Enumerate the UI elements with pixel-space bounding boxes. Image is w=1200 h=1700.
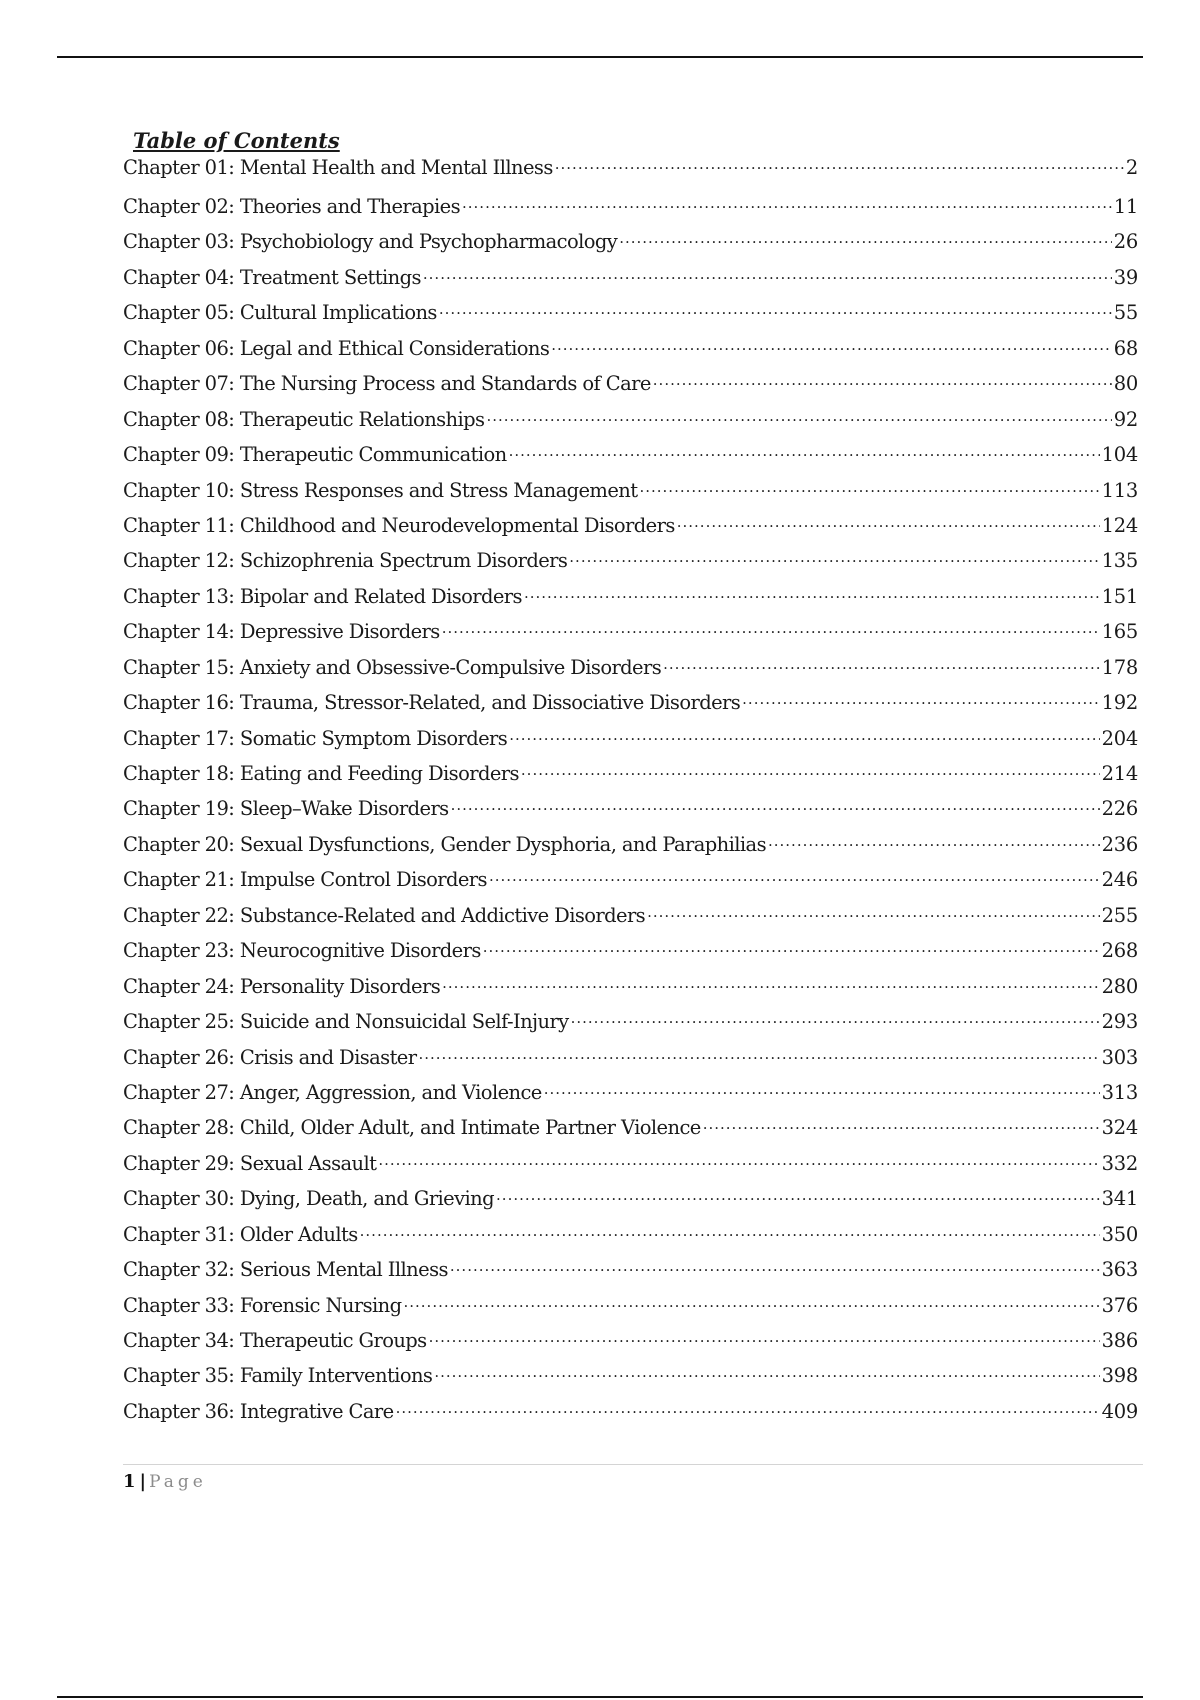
toc-entry[interactable] [123, 1110, 1138, 1145]
toc-entry-label: Chapter 07: The Nursing Process and Standards of Care [123, 372, 651, 396]
toc-entry-label: Chapter 02: Theories and Therapies [123, 195, 460, 218]
toc-entry[interactable] [123, 1252, 1138, 1287]
toc-entry-page-number: 135 [1101, 549, 1138, 573]
toc-entry-label: Chapter 26: Crisis and Disaster [123, 1045, 417, 1069]
toc-entry-label: Chapter 34: Therapeutic Groups [123, 1329, 427, 1352]
toc-entry-page-number: 363 [1101, 1258, 1138, 1282]
toc-entry-label: Chapter 06: Legal and Ethical Considerations [123, 336, 550, 360]
toc-entry-page-number: 68 [1113, 336, 1138, 360]
header-rule [57, 56, 1143, 58]
toc-dot-leader [442, 973, 1100, 993]
toc-entry-label: Chapter 08: Therapeutic Relationships [123, 407, 485, 431]
toc-entry-label: Chapter 24: Personality Disorders [123, 974, 441, 998]
toc-entry-page-number: 2 [1125, 155, 1138, 179]
toc-dot-leader [677, 512, 1100, 532]
toc-entry[interactable] [123, 1040, 1138, 1075]
toc-entry-page-number: 236 [1101, 832, 1138, 856]
toc-entry[interactable] [123, 1217, 1138, 1252]
toc-dot-leader [703, 1115, 1100, 1135]
toc-entry[interactable] [123, 1181, 1138, 1216]
toc-dot-leader [486, 406, 1111, 426]
toc-entry-page-number: 268 [1101, 939, 1138, 963]
toc-entry[interactable] [123, 224, 1138, 259]
toc-entry-label: Chapter 01: Mental Health and Mental Illness [123, 155, 553, 179]
toc-entry-label: Chapter 29: Sexual Assault [123, 1151, 377, 1175]
toc-entry[interactable] [123, 366, 1138, 401]
toc-entry-label: Chapter 12: Schizophrenia Spectrum Disorders [123, 549, 568, 573]
toc-dot-leader [555, 154, 1124, 174]
toc-entry[interactable] [123, 331, 1138, 366]
toc-entry[interactable] [123, 1394, 1138, 1429]
toc-dot-leader [509, 442, 1100, 462]
toc-entry[interactable] [123, 1358, 1138, 1393]
toc-entry-label: Chapter 31: Older Adults [123, 1222, 358, 1246]
toc-entry-page-number: 246 [1101, 868, 1138, 892]
toc-entry[interactable] [123, 969, 1138, 1004]
toc-entry-page-number: 255 [1101, 903, 1138, 927]
toc-entry[interactable] [123, 898, 1138, 933]
table-of-contents [123, 128, 1138, 1429]
toc-entry-page-number: 214 [1101, 762, 1138, 785]
toc-entry-page-number: 303 [1101, 1045, 1138, 1069]
toc-entry[interactable] [123, 1004, 1138, 1039]
toc-entry-page-number: 324 [1101, 1116, 1138, 1140]
toc-dot-leader [403, 1292, 1099, 1312]
toc-entry-page-number: 293 [1101, 1010, 1138, 1034]
toc-dot-leader [742, 690, 1100, 710]
toc-entry[interactable] [123, 154, 1138, 179]
toc-dot-leader [524, 583, 1100, 603]
toc-entry-label: Chapter 35: Family Interventions [123, 1364, 433, 1388]
toc-dot-leader [483, 938, 1100, 958]
toc-dot-leader [360, 1221, 1100, 1241]
toc-entry-page-number: 398 [1101, 1364, 1138, 1388]
toc-entry-page-number: 332 [1101, 1151, 1138, 1175]
toc-entry[interactable] [123, 650, 1138, 685]
toc-list [123, 154, 1138, 1429]
toc-entry[interactable] [123, 721, 1138, 756]
toc-entry[interactable] [123, 543, 1138, 578]
toc-dot-leader [450, 1257, 1100, 1277]
toc-entry-label: Chapter 22: Substance-Related and Addictive Disorders [123, 903, 646, 927]
toc-entry-page-number: 178 [1101, 655, 1138, 679]
toc-entry-page-number: 192 [1101, 691, 1138, 715]
toc-entry-page-number: 104 [1101, 443, 1138, 467]
toc-entry[interactable] [123, 1075, 1138, 1110]
toc-dot-leader [619, 229, 1112, 249]
toc-dot-leader [462, 194, 1112, 214]
toc-entry[interactable] [123, 1288, 1138, 1323]
toc-dot-leader [663, 654, 1100, 674]
toc-dot-leader [418, 1044, 1099, 1064]
toc-entry-label: Chapter 21: Impulse Control Disorders [123, 868, 487, 892]
toc-dot-leader [489, 867, 1100, 887]
toc-entry-label: Chapter 32: Serious Mental Illness [123, 1258, 448, 1282]
footer-page-word: Page [149, 1472, 207, 1492]
toc-dot-leader [647, 902, 1100, 922]
toc-entry-page-number: 280 [1101, 974, 1138, 998]
toc-entry-page-number: 226 [1101, 797, 1138, 821]
toc-entry-label: Chapter 05: Cultural Implications [123, 301, 437, 325]
toc-entry[interactable] [123, 791, 1138, 826]
toc-dot-leader [509, 725, 1099, 745]
footer-page-number: 1 [123, 1471, 136, 1492]
toc-entry-label: Chapter 30: Dying, Death, and Grieving [123, 1187, 495, 1211]
page-footer [123, 1470, 207, 1494]
toc-entry-label: Chapter 18: Eating and Feeding Disorders [123, 762, 519, 785]
toc-entry-page-number: 151 [1101, 584, 1138, 608]
toc-entry[interactable] [123, 827, 1138, 862]
toc-entry-label: Chapter 36: Integrative Care [123, 1399, 394, 1423]
toc-entry[interactable] [123, 189, 1138, 224]
toc-entry[interactable] [123, 756, 1138, 791]
toc-dot-leader [378, 1150, 1099, 1170]
toc-entry[interactable] [123, 508, 1138, 543]
toc-dot-leader [434, 1363, 1099, 1383]
toc-title: Table of Contents [133, 128, 340, 153]
toc-dot-leader [521, 761, 1100, 781]
toc-entry-page-number: 341 [1101, 1187, 1138, 1211]
toc-entry-page-number: 26 [1113, 230, 1138, 254]
toc-entry-page-number: 350 [1101, 1222, 1138, 1246]
toc-entry-page-number: 39 [1113, 265, 1138, 289]
toc-entry[interactable] [123, 260, 1138, 295]
toc-dot-leader [544, 1079, 1100, 1099]
toc-entry-page-number: 80 [1113, 372, 1138, 396]
toc-entry-label: Chapter 19: Sleep–Wake Disorders [123, 797, 449, 821]
toc-entry-label: Chapter 25: Suicide and Nonsuicidal Self-Injury [123, 1010, 569, 1034]
toc-entry-label: Chapter 13: Bipolar and Related Disorders [123, 584, 522, 608]
toc-entry[interactable] [123, 295, 1138, 330]
toc-dot-leader [451, 796, 1100, 816]
toc-entry[interactable] [123, 685, 1138, 720]
toc-entry-page-number: 313 [1101, 1080, 1138, 1104]
toc-entry-page-number: 165 [1101, 620, 1138, 644]
toc-entry-page-number: 204 [1101, 726, 1138, 750]
toc-entry[interactable] [123, 437, 1138, 472]
toc-dot-leader [396, 1398, 1100, 1418]
toc-entry[interactable] [123, 579, 1138, 614]
toc-entry-page-number: 376 [1101, 1293, 1138, 1317]
toc-dot-leader [442, 619, 1100, 639]
toc-entry-label: Chapter 11: Childhood and Neurodevelopmental Disorders [123, 513, 675, 537]
toc-entry[interactable] [123, 862, 1138, 897]
toc-entry-label: Chapter 15: Anxiety and Obsessive-Compulsive Disorders [123, 655, 662, 679]
toc-entry-page-number: 113 [1101, 478, 1138, 502]
toc-entry-label: Chapter 23: Neurocognitive Disorders [123, 939, 481, 963]
toc-entry-label: Chapter 16: Trauma, Stressor-Related, and Dissociative Disorders [123, 691, 741, 715]
toc-dot-leader [429, 1328, 1100, 1348]
toc-entry-label: Chapter 14: Depressive Disorders [123, 620, 440, 644]
footer-separator: | [139, 1471, 147, 1492]
toc-entry-label: Chapter 17: Somatic Symptom Disorders [123, 726, 508, 750]
toc-entry[interactable] [123, 1146, 1138, 1181]
bottom-rule [57, 1696, 1143, 1698]
toc-entry-label: Chapter 20: Sexual Dysfunctions, Gender Dysphoria, and Paraphilias [123, 832, 766, 856]
toc-entry-page-number: 124 [1101, 513, 1138, 537]
toc-entry-page-number: 409 [1101, 1399, 1138, 1423]
toc-dot-leader [551, 335, 1112, 355]
toc-entry-page-number: 92 [1113, 407, 1138, 431]
toc-entry-label: Chapter 28: Child, Older Adult, and Intimate Partner Violence [123, 1116, 701, 1140]
toc-dot-leader [423, 264, 1112, 284]
toc-entry[interactable] [123, 1323, 1138, 1358]
toc-dot-leader [439, 300, 1112, 320]
toc-entry-label: Chapter 10: Stress Responses and Stress Management [123, 478, 638, 502]
toc-entry-page-number: 55 [1113, 301, 1138, 325]
toc-entry-label: Chapter 04: Treatment Settings [123, 265, 421, 289]
toc-dot-leader [496, 1186, 1100, 1206]
footer-rule [123, 1464, 1143, 1465]
toc-dot-leader [571, 1009, 1100, 1029]
toc-entry-label: Chapter 27: Anger, Aggression, and Violence [123, 1080, 542, 1104]
toc-entry[interactable] [123, 473, 1138, 508]
toc-entry[interactable] [123, 933, 1138, 968]
toc-entry[interactable] [123, 614, 1138, 649]
toc-dot-leader [569, 548, 1099, 568]
toc-entry-page-number: 386 [1101, 1329, 1138, 1352]
toc-entry-label: Chapter 03: Psychobiology and Psychopharmacology [123, 230, 618, 254]
toc-entry[interactable] [123, 402, 1138, 437]
toc-entry-label: Chapter 33: Forensic Nursing [123, 1293, 402, 1317]
toc-entry-page-number: 11 [1113, 195, 1138, 218]
toc-dot-leader [768, 831, 1100, 851]
toc-dot-leader [653, 371, 1112, 391]
toc-entry-label: Chapter 09: Therapeutic Communication [123, 443, 507, 467]
toc-dot-leader [639, 477, 1099, 497]
